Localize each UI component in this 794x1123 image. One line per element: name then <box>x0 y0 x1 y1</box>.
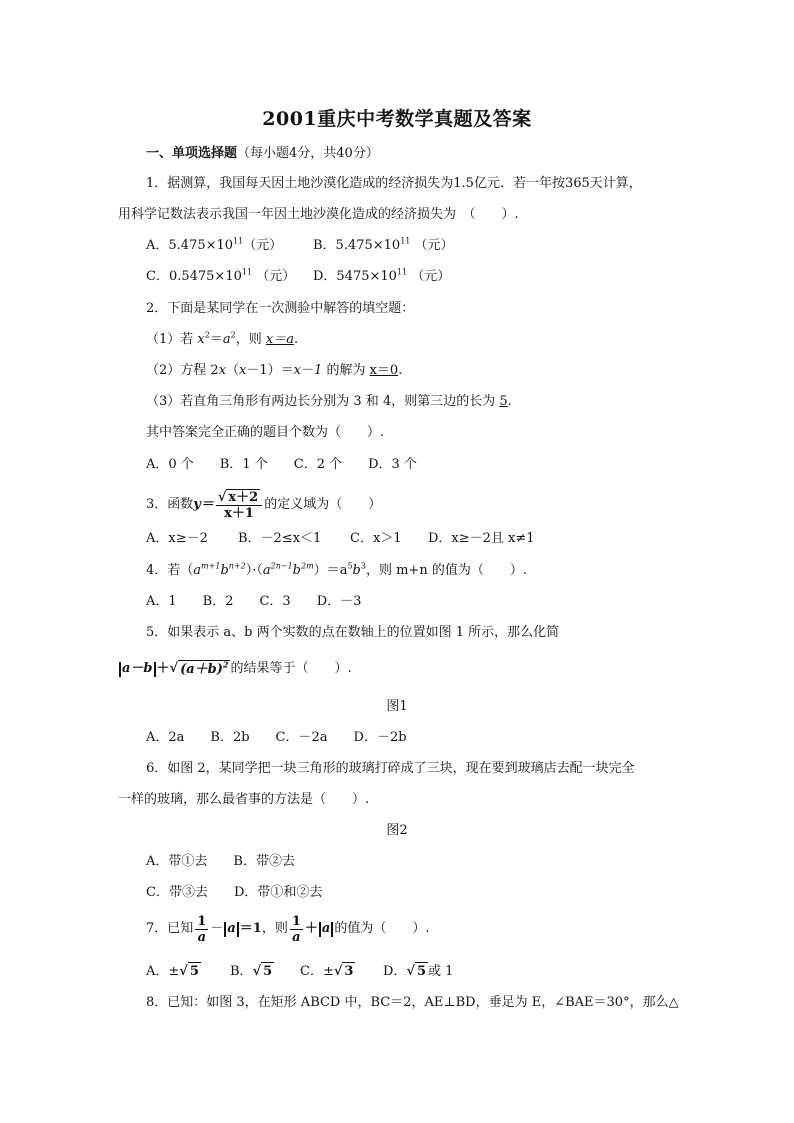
q1-option-c <box>146 268 295 286</box>
q4-t2: b <box>220 563 229 578</box>
q4-t4: b <box>292 563 301 578</box>
q4-stem <box>146 562 527 580</box>
q2-i2-mid3: － <box>301 363 315 378</box>
q2-i2-answer: x＝0 <box>369 363 399 378</box>
q7-option-a: A．±√ 5 <box>146 964 199 979</box>
q1-d-exp: 11 <box>396 267 408 277</box>
q5-abs-expr: a－b <box>122 661 153 676</box>
q3-y: y＝ <box>193 497 214 512</box>
q5-rad-text: (a＋b) <box>180 661 223 677</box>
q2-i1-end: . <box>293 332 299 347</box>
q4-options: A．1 B．2 C．3 D．－3 <box>146 594 362 609</box>
q7-c-pre: C．± <box>300 964 334 979</box>
q2-i2-mid: （ <box>226 363 240 378</box>
q7-suffix: 的值为（ ）. <box>334 921 430 936</box>
q7-abs2: a <box>321 921 331 936</box>
q2-i3-end: . <box>507 394 512 409</box>
q7-den1: a <box>197 929 207 945</box>
q3-option-a: A．x≥－2 <box>146 531 208 546</box>
q2-i2-x3: x <box>293 363 302 378</box>
q6-line1: 6．如图 2，某同学把一块三角形的玻璃打碎成了三块，现在要到玻璃店去配一块完全 <box>146 761 635 776</box>
q7-minus: － <box>210 921 224 936</box>
q8-line1: 8．已知：如图 3，在矩形 ABCD 中，BC＝2，AE⊥BD，垂足为 E，∠BAE＝30°，那么△ <box>146 995 679 1010</box>
q4-e6: 3 <box>360 561 366 571</box>
q2-i3-answer: 5 <box>499 394 508 409</box>
q7-d-suffix: 或 1 <box>428 964 454 979</box>
q2-ask: 其中答案完全正确的题目个数为（ ）. <box>146 425 385 440</box>
q3-numerator: √ x＋2 <box>216 489 262 506</box>
q6-options-cd: C．带③去 D．带①和②去 <box>146 885 323 900</box>
q7-den2: a <box>292 929 301 945</box>
q7-a-rad: 5 <box>189 964 199 979</box>
q2-i1-x: x <box>197 332 205 347</box>
q2-item2 <box>146 362 402 380</box>
q1-b-unit: （元） <box>410 238 454 253</box>
q1-a-unit: （元） <box>243 238 283 253</box>
q3-option-d: D．x≥－2且 x≠1 <box>428 531 535 546</box>
q2-i1-mid: ，则 <box>235 332 266 347</box>
q1-b-exp: 11 <box>400 236 411 246</box>
q4-e3: 2n−1 <box>270 561 293 571</box>
q7-d-rad: 5 <box>416 964 427 979</box>
q7-stem <box>146 910 429 948</box>
q7-b-pre: B． <box>230 964 253 979</box>
section-title: 一、单项选择题 <box>146 146 238 161</box>
q7-then: ，则 <box>261 921 288 936</box>
figure-2-caption: 图2 <box>386 823 408 838</box>
q7-eq: ＝1 <box>239 921 262 936</box>
q3-option-b: B．－2≤x＜1 <box>238 531 322 546</box>
figure-1-caption: 图1 <box>386 699 408 714</box>
q2-i1-eq: ＝ <box>209 332 223 347</box>
q4-e5: 5 <box>347 561 353 571</box>
q4-mid: ）·（ <box>245 563 263 578</box>
q7-prefix: 7．已知 <box>146 921 194 936</box>
q2-i2-mid4: 的解为 <box>322 363 370 378</box>
q4-t1: a <box>193 563 202 578</box>
q2-item1: （1）若 $x^2=a^2$，则 x＝a. <box>146 330 299 347</box>
q7-fraction-1 <box>195 914 208 945</box>
section-note: （每小题4分，共40分） <box>237 146 379 161</box>
q2-i1-prefix: （1）若 <box>146 332 198 347</box>
q3-denominator: x＋1 <box>224 506 254 521</box>
q2-i2-mid2: －1）＝ <box>246 363 294 378</box>
q7-d-pre: D． <box>383 964 407 979</box>
q4-suffix: ，则 m+n 的值为（ ）. <box>365 563 527 578</box>
q3-option-c: C．x＞1 <box>350 531 402 546</box>
q4-t3: a <box>262 563 271 578</box>
q4-mid2: ）＝a <box>313 563 348 578</box>
q4-e4: 2m <box>301 561 314 571</box>
q1-c-exp: 11 <box>241 267 253 277</box>
q5-radicand <box>178 660 230 679</box>
q3-fraction <box>216 489 262 521</box>
q2-i2-end: . <box>398 363 403 378</box>
q7-plus: ＋ <box>304 921 318 936</box>
q3-stem <box>146 485 381 525</box>
q6-line2: 一样的玻璃，那么最省事的方法是（ ）. <box>118 792 370 807</box>
q1-option-b <box>313 237 454 255</box>
q7-num1: 1 <box>197 913 207 929</box>
q2-i3-prefix: （3）若直角三角形有两边长分别为 3 和 4，则第三边的长为 <box>146 394 500 409</box>
q2-i2-prefix: （2）方程 2 <box>146 363 219 378</box>
q5-options: A．2a B．2b C．－2a D．－2b <box>146 730 407 745</box>
q1-option-d <box>313 268 450 286</box>
q1-a-text: A．5.475×10 <box>146 238 234 253</box>
q5-line1: 5．如果表示 a、b 两个实数的点在数轴上的位置如图 1 所示，那么化简 <box>146 625 560 640</box>
q3-suffix: 的定义域为（ ） <box>264 497 382 512</box>
q1-line1: 1．据测算，我国每天因土地沙漠化造成的经济损失为1.5亿元．若一年按365天计算， <box>146 176 642 191</box>
q1-option-a <box>146 237 282 255</box>
q5-expression: a－b ＋ √ $(a+b)^2$ 的结果等于（ ）. <box>118 656 352 682</box>
q1-c-text: C．0.5475×10 <box>146 269 242 284</box>
q1-d-unit: （元） <box>407 269 451 284</box>
q7-fraction-2 <box>290 914 303 945</box>
q5-plus: ＋ <box>156 661 170 676</box>
q1-d-text: D．5475×10 <box>313 269 397 284</box>
q2-i2-x: x <box>218 363 227 378</box>
q1-c-unit: （元） <box>252 269 296 284</box>
q3-prefix: 3．函数 <box>146 497 194 512</box>
page-title: 2001重庆中考数学真题及答案 <box>262 108 532 130</box>
q1-a-exp: 11 <box>233 236 244 246</box>
q4-e2: n+2 <box>228 561 246 571</box>
q7-option-c: C．±√ 3 <box>300 964 354 979</box>
q6-options-ab: A．带①去 B．带②去 <box>146 854 295 869</box>
q2-i1-a: a <box>222 332 231 347</box>
q1-b-text: B．5.475×10 <box>313 238 401 253</box>
q4-prefix: 4．若（ <box>146 563 194 578</box>
q5-suffix: 的结果等于（ ）. <box>230 661 352 676</box>
q1-line2: 用科学记数法表示我国一年因土地沙漠化造成的经济损失为 （ ）. <box>118 207 519 222</box>
q7-a-pre: A．± <box>146 964 180 979</box>
q3-num-text: x＋2 <box>228 490 259 505</box>
q7-option-d: D．√ 5 或 1 <box>383 964 454 979</box>
q7-num2: 1 <box>291 913 301 929</box>
section-heading <box>146 145 379 163</box>
q2-item3 <box>146 393 512 411</box>
q4-e1: m+1 <box>201 561 221 571</box>
q2-i2-x2: x <box>239 363 247 378</box>
q5-rad-exp: 2 <box>222 659 229 670</box>
q7-b-rad: 5 <box>263 964 273 979</box>
q2-stem: 2．下面是某同学在一次测验中解答的填空题： <box>146 301 415 316</box>
q7-abs1: a <box>227 921 236 936</box>
q7-option-b: B．√ 5 <box>230 964 273 979</box>
q7-c-rad: 3 <box>344 964 354 979</box>
q2-i1-answer: x＝a <box>265 332 294 347</box>
q4-t5: b <box>352 563 361 578</box>
q2-options: A．0 个 B．1 个 C．2 个 D．3 个 <box>146 457 417 472</box>
q2-i2-one: 1 <box>314 363 323 378</box>
